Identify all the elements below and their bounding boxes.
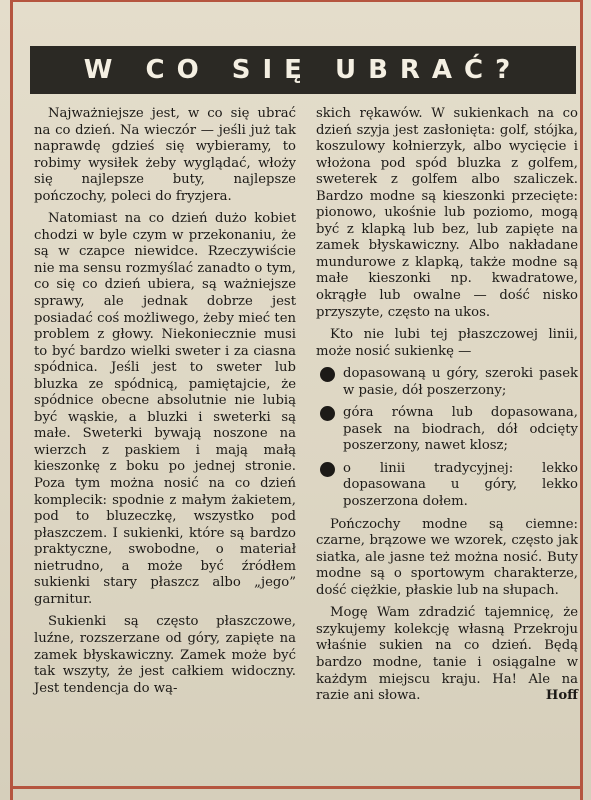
text-column-right: [316, 106, 578, 711]
paragraph-continuation: skich rękawów. W sukienkach na co dzień szyja jest zasłonięta: golf, stójka, koszulowy kołnierzyk, albo wycięcie i włożona pod spód bluzka z golfem, sweterek z golfem albo szaliczek. Bardzo modne są kieszonki przecięte: pionowo, ukośnie lub poziomo, mogą być z klapką lub bez, lub zapięte na zamek błyskawiczny. Albo nakładane mundurowe z klapką, także modne są małe kieszonki np. kwadratowe, okrągłe lub owalne — dość nisko przyszyte, często na ukos.: [316, 106, 578, 320]
bullet-dot-icon: [320, 367, 335, 382]
right-border-rule: [580, 0, 583, 800]
bullet-text: góra równa lub dopasowana, pasek na biodrach, dół odcięty poszerzony, nawet klosz;: [343, 405, 578, 454]
bullet-text: dopasowaną u góry, szeroki pasek w pasie, dół poszerzony;: [343, 366, 578, 398]
bullet-item: [316, 461, 578, 511]
bullet-dot-icon: [320, 462, 335, 477]
left-border-rule: [10, 0, 13, 800]
paragraph-dresses: Sukienki są często płaszczowe, luźne, rozszerzane od góry, zapięte na zamek błyskawiczny. Zamek może być tak wszyty, że jest całkiem widoczny. Jest tendencja do wą-: [34, 614, 296, 696]
bullet-text: o linii tradycyjnej: lekko dopasowana u góry, lekko poszerzona dołem.: [343, 460, 578, 510]
collection-text: Mogę Wam zdradzić tajemnicę, że szykujemy kolekcję własną Przekroju właśnie sukien na co dzień. Będą bardzo modne, tanie i osiągalne w każdym miejscu kraju. Ha! Ale na razie ani słowa.: [316, 605, 578, 704]
paragraph-line-intro: Kto nie lubi tej płaszczowej linii, może nosić sukienkę —: [316, 327, 578, 359]
paragraph-everyday: Natomiast na co dzień dużo kobiet chodzi w byle czym w przekonaniu, że są w czapce niewidce. Rzeczywiście nie ma sensu rozmyślać zanadto o tym, co się co dzień ubiera, są ważniejsze sprawy, ale jednak dobrze jest posiadać coś możliwego, żeby mieć ten problem z głowy. Niekoniecznie musi to być bardzo wielki sweter i za ciasna spódnica. Jeśli jest to sweter lub bluzka ze spódnicą, pamiętajcie, że spódnice obecne absolutnie nie lubią być wąskie, a bluzki i sweterki są małe. Sweterki bywają noszone na wierzch z paskiem i mają małą kieszonkę z boku po jednej stronie. Poza tym można nosić na co dzień komplecik: spodnie z małym żakietem, pod to bluzeczkę, wszystko pod płaszczem. I sukienki, które są bardzo praktyczne, swobodne, o materiał nietrudno, a może być źródłem sukienki stary płaszcz albo „jego” garnitur.: [34, 211, 296, 607]
headline-banner: [30, 46, 576, 94]
bullet-item: [316, 405, 578, 455]
paragraph-collection: [316, 605, 578, 704]
bullet-item: [316, 366, 578, 399]
bottom-border-rule: [10, 786, 583, 789]
top-border-rule: [10, 0, 583, 2]
paragraph-stockings: Pończochy modne są ciemne: czarne, brązowe we wzorek, często jak siatka, ale jasne też można nosić. Buty modne są o sportowym charakterze, dość ciężkie, płaskie lub na słupach.: [316, 516, 578, 598]
bullet-dot-icon: [320, 406, 335, 421]
paragraph-intro: Najważniejsze jest, w co się ubrać na co dzień. Na wieczór — jeśli już tak naprawdę gdzieś się wybieramy, to robimy wysiłek żeby wyglądać, włoży się najlepsze buty, najlepsze pończochy, poleci do fryzjera.: [34, 106, 296, 204]
author-signature: Hoff: [545, 688, 578, 704]
text-column-left: [34, 106, 296, 703]
article-title: W CO SIĘ UBRAĆ?: [83, 55, 523, 85]
